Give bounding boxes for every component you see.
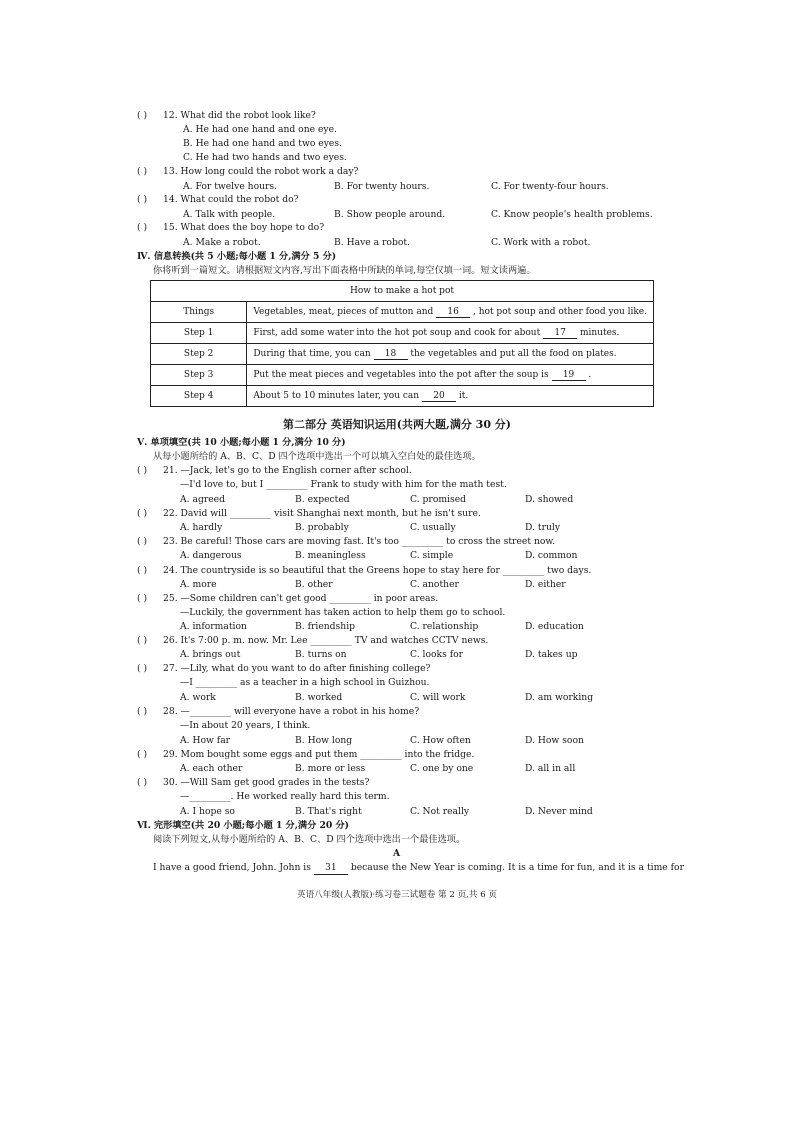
option-b: B. meaningless xyxy=(295,550,366,561)
option-a: A. hardly xyxy=(180,522,223,533)
section-5-instruction: 从每小题所给的 A、B、C、D 四个选项中选出一个可以填入空白处的最佳选项。 xyxy=(153,451,481,462)
table-row xyxy=(151,323,654,344)
option-c: C. For twenty-four hours. xyxy=(491,181,609,192)
option-a: A. information xyxy=(180,621,247,632)
question-line: —In about 20 years, I think. xyxy=(180,720,311,731)
option-a: A. brings out xyxy=(180,649,241,660)
fill-blank: 31 xyxy=(314,862,348,875)
option-c: C. another xyxy=(410,579,459,590)
option-c: C. relationship xyxy=(410,621,479,632)
row-content: About 5 to 10 minutes later, you can 20 it. xyxy=(247,386,654,407)
option-a: A. Talk with people. xyxy=(183,209,276,220)
answer-paren: ( ) xyxy=(137,508,148,519)
section-6-heading: Ⅵ. 完形填空(共 20 小题;每小题 1 分,满分 20 分) xyxy=(137,820,350,831)
passage-line: I have a good friend, John. John is 31 because the New Year is coming. It is a time for fun, and it is a time for xyxy=(153,862,684,873)
table-row xyxy=(151,365,654,386)
question-13: ( ) 13. How long could the robot work a day? xyxy=(137,166,359,177)
option-c: C. looks for xyxy=(410,649,464,660)
option-d: D. am working xyxy=(525,692,594,703)
option-b: B. How long xyxy=(295,735,353,746)
option-a: A. For twelve hours. xyxy=(183,181,278,192)
option-b: B. expected xyxy=(295,494,350,505)
fill-blank: 19 xyxy=(552,370,586,381)
option-c: C. one by one xyxy=(410,763,474,774)
page-footer: 英语八年级(人教版)·练习卷三试题卷 第 2 页,共 6 页 xyxy=(296,890,498,900)
option-c: C. How often xyxy=(410,735,471,746)
section-5-heading: Ⅴ. 单项填空(共 10 小题;每小题 1 分,满分 10 分) xyxy=(137,437,346,448)
option-c: C. Not really xyxy=(410,806,470,817)
option-d: D. Never mind xyxy=(525,806,593,817)
option-a: A. He had one hand and one eye. xyxy=(183,124,337,135)
answer-paren: ( ) xyxy=(137,465,148,476)
option-b: B. Show people around. xyxy=(334,209,446,220)
option-c: C. simple xyxy=(410,550,454,561)
question-12: ( ) 12. What did the robot look like? xyxy=(137,110,316,121)
option-c: C. usually xyxy=(410,522,456,533)
answer-paren: ( ) xyxy=(137,194,148,205)
row-content: First, add some water into the hot pot soup and cook for about 17 minutes. xyxy=(247,323,654,344)
option-c: C. Work with a robot. xyxy=(491,237,591,248)
option-b: B. Have a robot. xyxy=(334,237,410,248)
question-28: ( ) 28. —_________ will everyone have a robot in his home? xyxy=(137,706,420,717)
question-25: ( ) 25. —Some children can't get good _________ in poor areas. xyxy=(137,593,439,604)
question-line: —_________. He worked really hard this term. xyxy=(180,791,390,802)
option-c: C. will work xyxy=(410,692,466,703)
option-a: A. I hope so xyxy=(180,806,235,817)
question-21: ( ) 21. —Jack, let's go to the English corner after school. xyxy=(137,465,412,476)
question-line: —I'd love to, but I _________ Frank to study with him for the math test. xyxy=(180,479,507,490)
option-d: D. truly xyxy=(525,522,561,533)
part-2-title: 第二部分 英语知识运用(共两大题,满分 30 分) xyxy=(282,418,512,431)
answer-paren: ( ) xyxy=(137,663,148,674)
option-d: D. How soon xyxy=(525,735,584,746)
option-a: A. work xyxy=(180,692,216,703)
table-row xyxy=(151,344,654,365)
option-c: C. Know people's health problems. xyxy=(491,209,653,220)
option-c: C. promised xyxy=(410,494,467,505)
row-label: Step 3 xyxy=(151,365,247,386)
option-b: B. turns on xyxy=(295,649,347,660)
answer-paren: ( ) xyxy=(137,565,148,576)
option-d: D. takes up xyxy=(525,649,578,660)
section-6-instruction: 阅读下列短文,从每小题所给的 A、B、C、D 四个选项中选出一个最佳选项。 xyxy=(153,834,466,845)
row-label: Step 4 xyxy=(151,386,247,407)
question-27: ( ) 27. —Lily, what do you want to do after finishing college? xyxy=(137,663,431,674)
section-4-heading: Ⅳ. 信息转换(共 5 小题;每小题 1 分,满分 5 分) xyxy=(137,251,337,262)
question-14: ( ) 14. What could the robot do? xyxy=(137,194,299,205)
answer-paren: ( ) xyxy=(137,166,148,177)
question-29: ( ) 29. Mom bought some eggs and put them _________ into the fridge. xyxy=(137,749,475,760)
option-d: D. either xyxy=(525,579,566,590)
fill-blank: 17 xyxy=(543,328,577,339)
option-d: D. common xyxy=(525,550,578,561)
option-b: B. other xyxy=(295,579,333,590)
option-c: C. He had two hands and two eyes. xyxy=(183,152,347,163)
option-b: B. friendship xyxy=(295,621,356,632)
question-22: ( ) 22. David will _________ visit Shanghai next month, but he isn't sure. xyxy=(137,508,481,519)
fill-blank: 16 xyxy=(436,307,470,318)
option-b: B. more or less xyxy=(295,763,366,774)
option-a: A. more xyxy=(180,579,217,590)
question-30: ( ) 30. —Will Sam get good grades in the tests? xyxy=(137,777,370,788)
option-b: B. worked xyxy=(295,692,343,703)
option-a: A. agreed xyxy=(180,494,225,505)
table-title: How to make a hot pot xyxy=(151,281,654,302)
row-label: Step 2 xyxy=(151,344,247,365)
answer-paren: ( ) xyxy=(137,536,148,547)
question-26: ( ) 26. It's 7:00 p. m. now. Mr. Lee _________ TV and watches CCTV news. xyxy=(137,635,489,646)
table-row xyxy=(151,302,654,323)
option-b: B. For twenty hours. xyxy=(334,181,430,192)
fill-blank: 18 xyxy=(374,349,408,360)
answer-paren: ( ) xyxy=(137,706,148,717)
question-15: ( ) 15. What does the boy hope to do? xyxy=(137,222,325,233)
question-line: —Luckily, the government has taken action to help them go to school. xyxy=(180,607,506,618)
option-a: A. Make a robot. xyxy=(183,237,261,248)
option-a: A. each other xyxy=(180,763,243,774)
option-d: D. all in all xyxy=(525,763,576,774)
answer-paren: ( ) xyxy=(137,593,148,604)
answer-paren: ( ) xyxy=(137,635,148,646)
option-b: B. probably xyxy=(295,522,349,533)
answer-paren: ( ) xyxy=(137,110,148,121)
table-row xyxy=(151,386,654,407)
row-content: Vegetables, meat, pieces of mutton and 16 , hot pot soup and other food you like. xyxy=(247,302,654,323)
option-d: D. education xyxy=(525,621,584,632)
info-table xyxy=(150,280,654,407)
option-a: A. How far xyxy=(180,735,231,746)
row-label: Things xyxy=(151,302,247,323)
option-d: D. showed xyxy=(525,494,574,505)
table-title-row xyxy=(151,281,654,302)
answer-paren: ( ) xyxy=(137,777,148,788)
question-24: ( ) 24. The countryside is so beautiful that the Greens hope to stay here for _________ two days. xyxy=(137,565,592,576)
option-b: B. He had one hand and two eyes. xyxy=(183,138,342,149)
section-4-instruction: 你将听到一篇短文。请根据短文内容,写出下面表格中所缺的单词,每空仅填一词。短文读两遍。 xyxy=(153,265,536,276)
fill-blank: 20 xyxy=(422,391,456,402)
row-content: During that time, you can 18 the vegetables and put all the food on plates. xyxy=(247,344,654,365)
option-b: B. That's right xyxy=(295,806,362,817)
option-a: A. dangerous xyxy=(180,550,242,561)
answer-paren: ( ) xyxy=(137,749,148,760)
passage-label: A xyxy=(393,848,401,859)
answer-paren: ( ) xyxy=(137,222,148,233)
question-line: —I _________ as a teacher in a high school in Guizhou. xyxy=(180,677,430,688)
row-label: Step 1 xyxy=(151,323,247,344)
question-23: ( ) 23. Be careful! Those cars are moving fast. It's too _________ to cross the street now. xyxy=(137,536,556,547)
row-content: Put the meat pieces and vegetables into the pot after the soup is 19 . xyxy=(247,365,654,386)
